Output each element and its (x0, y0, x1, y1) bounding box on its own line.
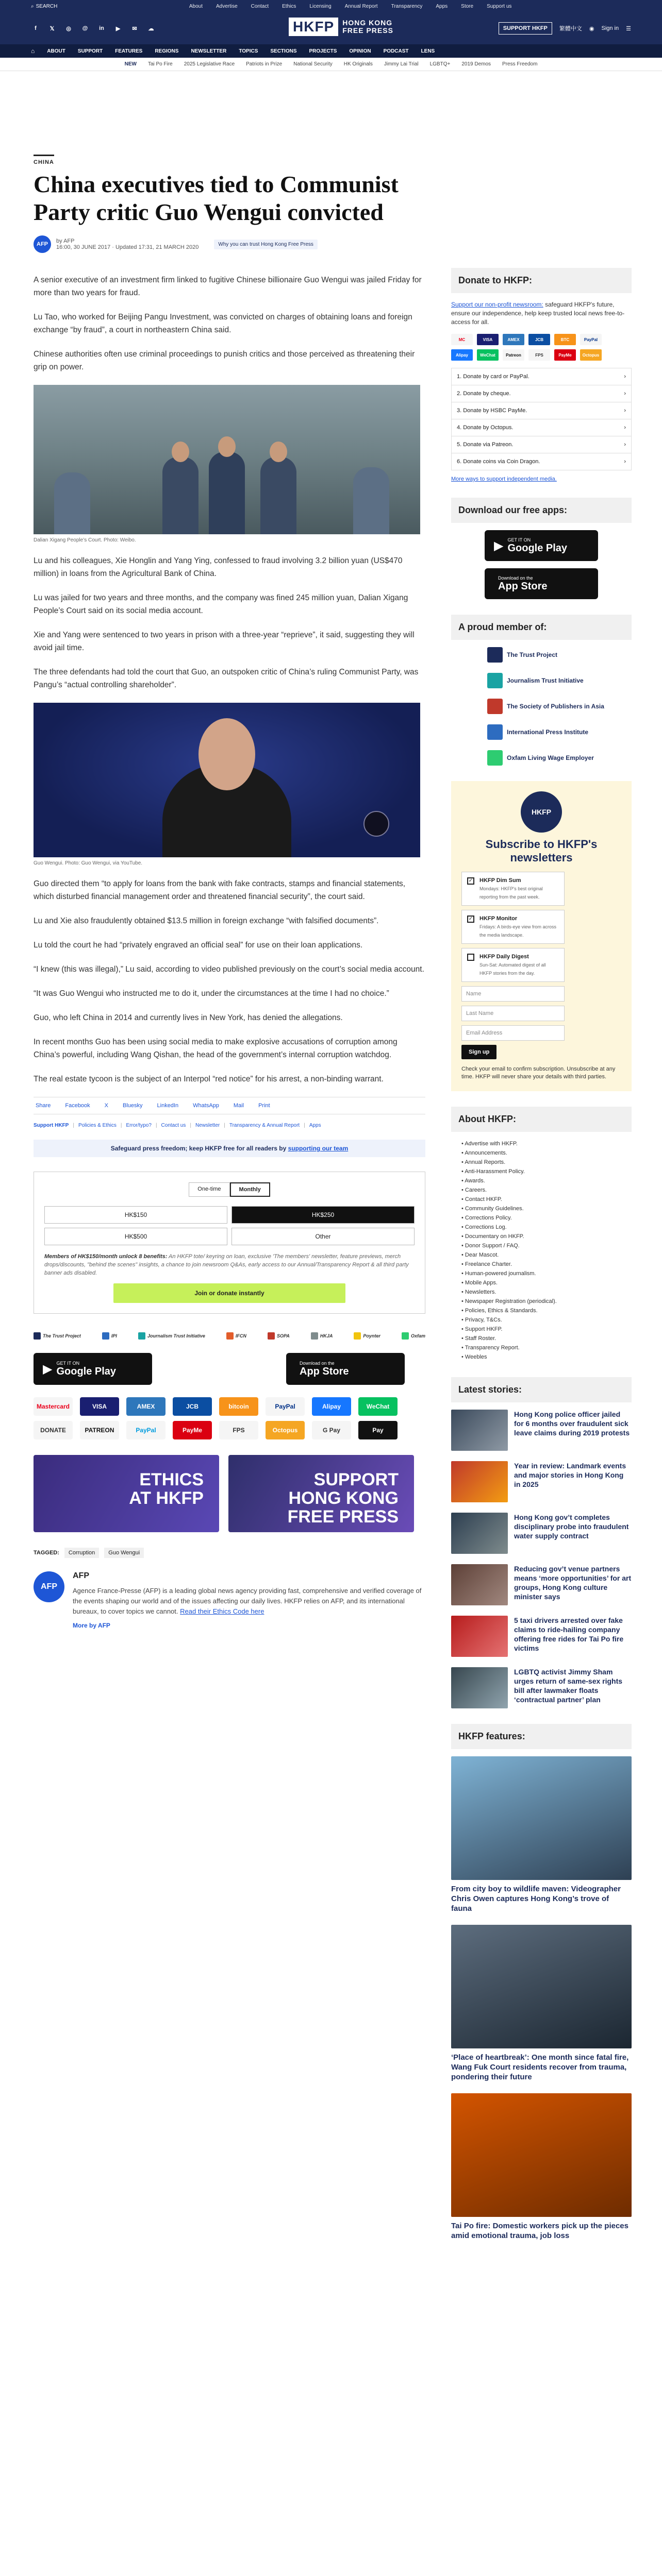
member-logo[interactable]: Journalism Trust Initiative (487, 673, 632, 688)
member-logo[interactable]: The Society of Publishers in Asia (487, 699, 632, 714)
trending-link[interactable]: LGBTQ+ (429, 61, 451, 67)
user-icon[interactable]: ◉ (589, 25, 594, 32)
about-link[interactable]: • Human-powered journalism. (461, 1269, 632, 1278)
story-thumbnail (451, 1513, 508, 1554)
hkja-icon (311, 1332, 318, 1340)
officer-figure (353, 467, 389, 534)
checkbox[interactable] (467, 954, 474, 961)
article-category[interactable]: CHINA (34, 155, 54, 165)
donate-option[interactable]: 4. Donate by Octopus. › (451, 419, 632, 436)
more-ways-link[interactable]: More ways to support independent media. (451, 476, 557, 482)
latest-story[interactable]: Hong Kong gov’t completes disciplinary probe into fraudulent water supply contract (451, 1513, 632, 1554)
masthead (0, 12, 662, 44)
jti-icon (138, 1332, 145, 1340)
nav-item-lens[interactable]: LENS (421, 48, 435, 54)
latest-story[interactable]: Year in review: Landmark events and major stories in Hong Kong in 2025 (451, 1461, 632, 1502)
nav-item-support[interactable]: SUPPORT (77, 48, 103, 54)
chevron-right-icon: › (624, 374, 626, 380)
feature-stories (451, 1756, 632, 2241)
wechat-icon: WeChat (477, 349, 499, 361)
instagram-icon[interactable]: ◎ (66, 25, 71, 32)
article-paragraph: A senior executive of an investment firm linked to fugitive Chinese billionaire Guo Wengui was jailed Friday for more than two years for fraud. (34, 276, 422, 297)
latest-story[interactable]: Reducing gov’t venue partners means ‘more opportunities’ for art groups, Hong Kong culture minister says (451, 1564, 632, 1605)
utility-link[interactable]: About (189, 3, 203, 9)
meta-link[interactable]: Contact us (161, 1123, 186, 1128)
email-icon[interactable]: ✉ (132, 25, 137, 32)
partner-logo[interactable]: SOPA (268, 1332, 290, 1340)
amex-icon: AMEX (503, 334, 524, 345)
nav-item-newsletter[interactable]: NEWSLETTER (191, 48, 227, 54)
author-avatar[interactable]: AFP (34, 235, 51, 253)
channel-logo (363, 811, 389, 837)
checkbox-checked[interactable]: ✓ (467, 916, 474, 923)
newsletter-signup (451, 781, 632, 1091)
patreon-icon: Patreon (503, 349, 524, 361)
jti-icon (487, 673, 503, 688)
feature-story[interactable]: ‘Place of heartbreak’: One month since fatal fire, Wang Fuk Court residents recover from trauma, pondering their future (451, 1925, 632, 2082)
story-thumbnail (451, 1564, 508, 1605)
nav-item-topics[interactable]: TOPICS (239, 48, 258, 54)
tagged-label: TAGGED: (34, 1550, 59, 1556)
partner-logo[interactable]: Poynter (354, 1332, 380, 1340)
main-nav (0, 44, 662, 58)
donate-option[interactable]: 2. Donate by cheque. › (451, 385, 632, 402)
about-link[interactable]: • Anti-Harassment Policy. (461, 1167, 632, 1176)
member-logo[interactable]: The Trust Project (487, 647, 632, 663)
photo-caption: Dalian Xigang People’s Court. Photo: Weibo. (34, 537, 136, 543)
article-paragraph: Lu Tao, who worked for Beijing Pangu Investment, was convicted on charges of obtaining loans and foreign exchange “by fraud”, a court in northeastern China said. (34, 313, 412, 334)
app-store-badge[interactable]: Download on the App Store (286, 1353, 405, 1385)
utility-link[interactable]: Annual Report (344, 3, 378, 9)
payment-payme[interactable]: PayMe (173, 1421, 212, 1439)
menu-icon[interactable]: ☰ (626, 25, 631, 32)
article-paragraph: In recent months Guo has been using social media to make explosive accusations of corruption among China’s powerful, including Wang Qishan, the head of the government’s internal corruption watchdog. (34, 1038, 398, 1059)
payment-visa[interactable]: VISA (80, 1397, 119, 1416)
donate-intro-link[interactable]: Support our non-profit newsroom: (451, 301, 543, 308)
donate-option[interactable]: 1. Donate by card or PayPal. › (451, 368, 632, 385)
amount-option[interactable]: HK$500 (44, 1228, 227, 1245)
checkbox-checked[interactable]: ✓ (467, 877, 474, 885)
payment-gpay[interactable]: G Pay (312, 1421, 351, 1439)
article-paragraph: Lu was jailed for two years and three months, and the company was fined 245 million yuan, Dalian Xigang People’s Court said on its social media account. (34, 594, 408, 615)
newsletter-badge: HKFP (521, 791, 562, 833)
feature-story[interactable]: From city boy to wildlife maven: Videographer Chris Owen captures Hong Kong’s trove of fauna (451, 1756, 632, 1913)
payment-paypal-2[interactable]: PayPal (126, 1421, 166, 1439)
newsletter-note: Check your email to confirm subscription. Unsubscribe at any time. HKFP will never share your details with third parties. (461, 1066, 616, 1080)
author-bio: Agence France-Presse (AFP) is a leading global news agency providing fast, comprehensive and verified coverage of the events shaping our world and of the issues affecting our daily lives. HKFP relies on AFP, and its international bureaux, to cover topics we cannot. (73, 1587, 422, 1615)
about-link[interactable]: • Dear Mascot. (461, 1250, 632, 1260)
trending-link[interactable]: Jimmy Lai Trial (384, 61, 419, 67)
defendant-figure (209, 452, 245, 534)
payment-fps[interactable]: FPS (219, 1421, 258, 1439)
sopa-icon (268, 1332, 275, 1340)
share-bluesky-button[interactable]: Bluesky (123, 1103, 143, 1109)
nav-item-opinion[interactable]: OPINION (349, 48, 371, 54)
trending-link[interactable]: Tai Po Fire (147, 61, 173, 67)
chevron-right-icon: › (624, 459, 626, 465)
search-toggle[interactable] (31, 4, 57, 9)
nav-item-features[interactable]: FEATURES (115, 48, 143, 54)
sign-up-button[interactable]: Sign up (461, 1045, 496, 1059)
byline-author[interactable]: by AFP (56, 238, 75, 244)
logo-name (342, 19, 393, 35)
about-link[interactable]: • Transparency Report. (461, 1343, 632, 1352)
about-link[interactable]: • Contact HKFP. (461, 1195, 632, 1204)
share-mail-button[interactable]: Mail (233, 1103, 244, 1109)
more-by-author-link[interactable]: More by AFP (73, 1622, 110, 1629)
name-input[interactable]: Name (461, 986, 565, 1002)
about-links (451, 1139, 632, 1362)
about-link[interactable]: • Corrections Log. (461, 1223, 632, 1232)
octopus-icon: Octopus (580, 349, 602, 361)
tag-link[interactable]: Corruption (64, 1548, 99, 1558)
trending-link[interactable]: 2019 Demos (461, 61, 491, 67)
feature-image (451, 1925, 632, 2048)
story-thumbnail (451, 1667, 508, 1708)
google-play-badge[interactable]: ▶ GET IT ON Google Play (485, 530, 598, 561)
payment-wechat[interactable]: WeChat (358, 1397, 398, 1416)
share-label: Share (36, 1103, 51, 1109)
about-link[interactable]: • Mobile Apps. (461, 1278, 632, 1287)
author-avatar[interactable]: AFP (34, 1571, 64, 1602)
payment-jcb[interactable]: JCB (173, 1397, 212, 1416)
about-link[interactable]: • Awards. (461, 1176, 632, 1185)
last-name-input[interactable]: Last Name (461, 1006, 565, 1021)
article-tags (34, 1548, 425, 1558)
payment-applepay[interactable]: Pay (358, 1421, 398, 1439)
logo-line-1: HONG KONG (342, 19, 393, 27)
tier-benefits (44, 1252, 415, 1277)
trending-link[interactable]: HK Originals (343, 61, 373, 67)
court-photo (34, 385, 420, 534)
trending-link[interactable]: 2025 Legislative Race (184, 61, 235, 67)
trending-link[interactable]: Patriots in Prize (246, 61, 283, 67)
article-paragraph: The real estate tycoon is the subject of an Interpol “red notice” for his arrest, a non-binding warrant. (34, 1075, 384, 1083)
support-hkfp-button[interactable]: SUPPORT HKFP (499, 22, 552, 35)
payment-octopus[interactable]: Octopus (266, 1421, 305, 1439)
top-utility-bar (0, 0, 662, 12)
newsletter-title: Subscribe to HKFP's newsletters (485, 838, 598, 864)
oxfam-icon (402, 1332, 409, 1340)
google-play-icon: ▶ (43, 1362, 53, 1376)
promo-title: ETHICS AT HKFP (129, 1470, 204, 1508)
article-paragraph: Chinese authorities often use criminal proceedings to punish critics and those perceived as threatening their grip on power. (34, 350, 415, 371)
nav-item-podcast[interactable]: PODCAST (383, 48, 409, 54)
features-heading: HKFP features: (451, 1724, 632, 1749)
guo-photo (34, 703, 420, 857)
sidebar-app-badges (451, 530, 632, 599)
meta-link[interactable]: Newsletter (195, 1123, 220, 1128)
logo-line-2: FREE PRESS (342, 26, 393, 35)
fps-icon: FPS (528, 349, 550, 361)
app-store-badges (34, 1353, 405, 1385)
masthead-actions (499, 22, 631, 35)
language-switch[interactable]: 繁體中文 (559, 26, 582, 32)
chevron-right-icon: › (624, 408, 626, 414)
donate-options (451, 368, 632, 470)
utility-link[interactable]: Support us (487, 3, 512, 9)
threads-icon[interactable]: @ (82, 25, 88, 31)
article-paragraph: Guo, who left China in 2014 and currently lives in New York, has denied the allegations. (34, 1013, 343, 1022)
byline-date: 16:00, 30 JUNE 2017 · Updated 17:31, 21 MARCH 2020 (56, 244, 199, 250)
new-badge: NEW (124, 61, 137, 67)
facebook-icon[interactable]: f (35, 25, 37, 31)
google-play-icon: ▶ (494, 538, 504, 553)
partner-logo[interactable]: The Trust Project (34, 1332, 81, 1340)
bitcoin-icon: BTC (554, 334, 576, 345)
sopa-icon (487, 699, 503, 714)
about-link[interactable]: • Announcements. (461, 1148, 632, 1158)
twitter-icon[interactable]: 𝕏 (49, 25, 55, 32)
about-link[interactable]: • Policies, Ethics & Standards. (461, 1306, 632, 1315)
search-icon: ⌕ (31, 3, 34, 9)
share-facebook-button[interactable]: Facebook (65, 1103, 90, 1109)
one-time-tab[interactable]: One-time (189, 1182, 229, 1197)
about-link[interactable]: • Donor Support / FAQ. (461, 1241, 632, 1250)
apps-heading: Download our free apps: (451, 498, 632, 523)
story-thumbnail (451, 1616, 508, 1657)
article-title: China executives tied to Communist Party critic Guo Wengui convicted (34, 171, 399, 225)
utility-link[interactable]: Transparency (391, 3, 423, 9)
article-paragraph: “I knew (this was illegal),” Lu said, according to video published previously on the court’s social media account. (34, 965, 424, 974)
utility-link[interactable]: Apps (436, 3, 448, 9)
chevron-right-icon: › (624, 442, 626, 448)
logo-mark: HKFP (289, 18, 338, 36)
mastercard-icon: MC (451, 334, 473, 345)
member-logos (451, 647, 632, 766)
payment-alipay[interactable]: Alipay (312, 1397, 351, 1416)
amount-option-selected[interactable]: HK$250 (231, 1206, 415, 1224)
defendant-head (172, 442, 189, 462)
home-icon[interactable]: ⌂ (31, 47, 35, 55)
amount-option[interactable]: HK$150 (44, 1206, 227, 1224)
trending-link[interactable]: Press Freedom (502, 61, 538, 67)
partner-logo[interactable]: Journalism Trust Initiative (138, 1332, 205, 1340)
guo-photo-figure (34, 703, 425, 866)
utility-link[interactable]: Contact (251, 3, 269, 9)
donate-heading: Donate to HKFP: (451, 268, 632, 293)
latest-stories (451, 1410, 632, 1708)
newsletter-option-dimsum[interactable]: ✓ HKFP Dim Sum Mondays: HKFP's best original reporting from the past week. (461, 872, 565, 906)
join-donate-button[interactable]: Join or donate instantly (113, 1283, 345, 1303)
social-icons (31, 24, 156, 33)
utility-links (189, 4, 512, 9)
donate-option[interactable]: 3. Donate by HSBC PayMe. › (451, 402, 632, 419)
nav-item-projects[interactable]: PROJECTS (309, 48, 337, 54)
monthly-tab[interactable]: Monthly (230, 1182, 270, 1197)
partner-logo[interactable]: Oxfam (402, 1332, 425, 1340)
nav-item-regions[interactable]: REGIONS (155, 48, 179, 54)
alipay-icon: Alipay (451, 349, 473, 361)
about-link[interactable]: • Staff Roster. (461, 1334, 632, 1343)
tier-title: Members of HK$150/month unlock 8 benefits: (44, 1253, 168, 1260)
share-whatsapp-button[interactable]: WhatsApp (193, 1103, 219, 1109)
about-link[interactable]: • Newsletters. (461, 1287, 632, 1297)
feature-image (451, 1756, 632, 1880)
amount-options (44, 1206, 415, 1245)
officer-figure (54, 472, 90, 534)
sidebar-payment-icons (451, 334, 632, 361)
article-paragraph: The three defendants had told the court that Guo, an outspoken critic of China’s ruling Communist Party, was Pangu’s “actual controlling shareholder”. (34, 668, 419, 689)
court-photo-figure (34, 385, 425, 543)
partner-logos (34, 1332, 425, 1340)
byline (34, 235, 425, 253)
guo-face (198, 718, 255, 790)
amount-option-other[interactable]: Other (231, 1228, 415, 1245)
article-paragraph: Lu and Xie also fraudulently obtained $13.5 million in foreign exchange “with falsified documents”. (34, 917, 379, 925)
article-body (34, 274, 425, 1086)
email-input[interactable]: Email Address (461, 1025, 565, 1041)
feature-story[interactable]: Tai Po fire: Domestic workers pick up the pieces amid emotional trauma, job loss (451, 2093, 632, 2241)
tag-link[interactable]: Guo Wengui (104, 1548, 144, 1558)
nav-item-sections[interactable]: SECTIONS (270, 48, 297, 54)
payment-donate[interactable]: DONATE (34, 1421, 73, 1439)
payme-icon: PayMe (554, 349, 576, 361)
article-column (34, 155, 425, 1629)
utility-link[interactable]: Ethics (282, 3, 296, 9)
about-link[interactable]: • Weebles (461, 1352, 632, 1362)
meta-link[interactable]: Transparency & Annual Report (229, 1123, 300, 1128)
member-logo[interactable]: Oxfam Living Wage Employer (487, 750, 632, 766)
bluesky-icon[interactable]: ☁ (148, 25, 154, 32)
defendant-figure (260, 457, 296, 534)
about-link[interactable]: • Corrections Policy. (461, 1213, 632, 1223)
donate-widget (34, 1172, 425, 1314)
chevron-right-icon: › (624, 391, 626, 397)
sidebar (451, 268, 632, 2252)
share-bar (34, 1097, 425, 1114)
donate-option[interactable]: 5. Donate via Patreon. › (451, 436, 632, 453)
about-link[interactable]: • Documentary on HKFP. (461, 1232, 632, 1241)
partner-logo[interactable]: IPI (102, 1332, 117, 1340)
trending-nav (0, 58, 662, 71)
utility-link[interactable]: Advertise (216, 3, 238, 9)
about-heading: About HKFP: (451, 1107, 632, 1132)
donate-option[interactable]: 6. Donate coins via Coin Dragon. › (451, 453, 632, 470)
member-logo[interactable]: International Press Institute (487, 724, 632, 740)
about-link[interactable]: • Freelance Charter. (461, 1260, 632, 1269)
chevron-right-icon: › (624, 425, 626, 431)
partner-logo[interactable]: IFCN (226, 1332, 246, 1340)
frequency-toggle (44, 1182, 415, 1197)
article-paragraph: Lu and his colleagues, Xie Honglin and Yang Ying, confessed to fraud involving 3.2 billion yuan (US$470 million) in loans from the Agricultural Bank of China. (34, 556, 403, 578)
ifcn-icon (226, 1332, 234, 1340)
share-linkedin-button[interactable]: LinkedIn (157, 1103, 179, 1109)
paypal-icon: PayPal (580, 334, 602, 345)
donate-intro: Support our non-profit newsroom: safeguard HKFP's future, ensure our independence, help keep trusted local news free-to-access for all. (451, 301, 625, 326)
meta-link[interactable]: Support HKFP (34, 1123, 69, 1128)
about-link[interactable]: • Annual Reports. (461, 1158, 632, 1167)
promo-banners (34, 1455, 425, 1532)
sign-in-link[interactable]: Sign in (601, 25, 619, 31)
google-play-badge[interactable]: ▶ GET IT ON Google Play (34, 1353, 152, 1385)
payment-mastercard[interactable]: Mastercard (34, 1397, 73, 1416)
author-name[interactable]: AFP (73, 1571, 89, 1580)
defendant-figure (162, 457, 198, 534)
ethics-code-link[interactable]: Read their Ethics Code here (180, 1607, 264, 1615)
safeguard-link[interactable]: supporting our team (288, 1145, 349, 1152)
latest-heading: Latest stories: (451, 1377, 632, 1402)
about-link[interactable]: • Advertise with HKFP. (461, 1139, 632, 1148)
safeguard-banner (34, 1140, 425, 1157)
support-promo[interactable] (228, 1455, 414, 1532)
about-link[interactable]: • Support HKFP. (461, 1325, 632, 1334)
payment-bitcoin[interactable]: bitcoin (219, 1397, 258, 1416)
safeguard-text: Safeguard press freedom; keep HKFP free for all readers by (110, 1145, 288, 1152)
story-thumbnail (451, 1410, 508, 1451)
defendant-head (218, 436, 236, 457)
meta-link[interactable]: Error/typo? (126, 1123, 152, 1128)
story-thumbnail (451, 1461, 508, 1502)
trust-project-icon (487, 647, 503, 663)
app-store-badge[interactable]: Download on the App Store (485, 568, 598, 599)
visa-icon: VISA (477, 334, 499, 345)
linkedin-icon[interactable]: in (99, 25, 104, 31)
trust-project-icon (34, 1332, 41, 1340)
nav-item-about[interactable]: ABOUT (47, 48, 65, 54)
jcb-icon: JCB (528, 334, 550, 345)
article-paragraph: Xie and Yang were sentenced to two years in prison with a three-year “reprieve”, it said, suggesting they will avoid jail time. (34, 631, 415, 652)
feature-image (451, 2093, 632, 2217)
latest-story[interactable]: 5 taxi drivers arrested over fake claims to ride-hailing company offering free rides for Tai Po fire victims (451, 1616, 632, 1657)
article-paragraph: Lu told the court he had “privately engraved an official seal” for use on their loan applications. (34, 941, 363, 950)
payment-paypal[interactable]: PayPal (266, 1397, 305, 1416)
site-logo[interactable] (289, 18, 393, 36)
print-button[interactable]: Print (258, 1103, 270, 1109)
share-x-button[interactable]: X (104, 1103, 109, 1109)
poynter-icon (354, 1332, 361, 1340)
meta-link[interactable]: Apps (309, 1123, 321, 1128)
author-box (34, 1571, 425, 1629)
meta-link[interactable]: Policies & Ethics (78, 1123, 117, 1128)
search-label: SEARCH (36, 3, 58, 9)
payment-methods (34, 1397, 425, 1439)
ipi-icon (487, 724, 503, 740)
about-link[interactable]: • Community Guidelines. (461, 1204, 632, 1213)
latest-story[interactable]: LGBTQ activist Jimmy Sham urges return of same-sex rights bill after lawmaker floats ‘contractual partner’ plan (451, 1667, 632, 1708)
utility-link[interactable]: Licensing (309, 3, 332, 9)
member-heading: A proud member of: (451, 615, 632, 640)
trust-link[interactable]: Why you can trust Hong Kong Free Press (214, 240, 318, 249)
tier-description: An HKFP tote/ keyring on loan, exclusive 'The members' newsletter, feature previews, merch drops/discounts, "behind the scenes" insights, a chance to join newsroom Q&As, early access to our Annual/Transparency Report & all third party banner ads disabled. (44, 1253, 409, 1276)
meta-links: Support HKFP | Policies & Ethics | Error/typo? | Contact us | Newsletter | Transparency & Annual Report | Apps (34, 1123, 321, 1128)
promo-title: SUPPORT HONG KONG FREE PRESS (287, 1470, 399, 1527)
ethics-promo[interactable] (34, 1455, 219, 1532)
payment-amex[interactable]: AMEX (126, 1397, 166, 1416)
defendant-head (270, 442, 287, 462)
partner-logo[interactable]: HKJA (311, 1332, 333, 1340)
newsletter-option-digest[interactable]: HKFP Daily Digest Sun-Sat: Automated digest of all HKFP stories from the day. (461, 948, 565, 982)
ipi-icon (102, 1332, 109, 1340)
article-paragraph: Guo directed them “to apply for loans from the bank with fake contracts, stamps and financial statements, which disturbed financial management order and threatened financial security”, the court said. (34, 879, 406, 901)
youtube-icon[interactable]: ▶ (115, 25, 121, 32)
about-link[interactable]: • Newspaper Registration (periodical). (461, 1297, 632, 1306)
newsletter-option-monitor[interactable]: ✓ HKFP Monitor Fridays: A birds-eye view from across the media landscape. (461, 910, 565, 944)
trending-link[interactable]: National Security (293, 61, 333, 67)
about-link[interactable]: • Careers. (461, 1185, 632, 1195)
photo-caption: Guo Wengui. Photo: Guo Wengui, via YouTube. (34, 860, 143, 866)
article-paragraph: “It was Guo Wengui who instructed me to do it, under the circumstances at the time I had no choice.” (34, 989, 389, 998)
utility-link[interactable]: Store (461, 3, 474, 9)
about-link[interactable]: • Privacy, T&Cs. (461, 1315, 632, 1325)
latest-story[interactable]: Hong Kong police officer jailed for 6 months over fraudulent sick leave claims during 2019 protests (451, 1410, 632, 1451)
oxfam-icon (487, 750, 503, 766)
payment-patreon[interactable]: PATREON (80, 1421, 119, 1439)
